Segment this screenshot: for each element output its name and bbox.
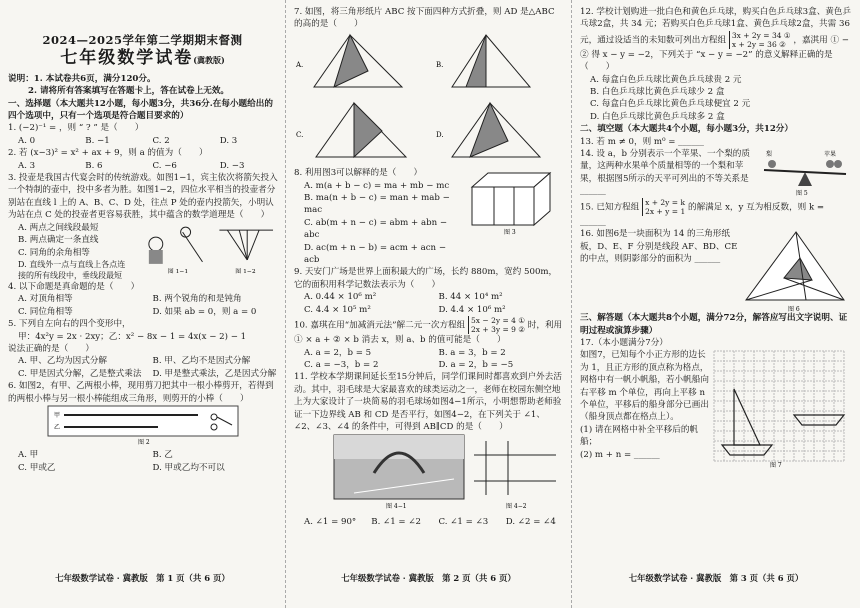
q8-stem: 8. 利用图3可以解释的是（ ） xyxy=(294,168,423,179)
pot-base-icon xyxy=(149,250,163,264)
segment-bp xyxy=(239,230,247,260)
exam-title: 七年级数学试卷(冀教版) xyxy=(60,48,225,69)
q7-figures xyxy=(294,31,564,163)
q7-fold-c xyxy=(354,103,382,157)
section-2-title: 二、填空题（本大题共4个小题，每小题3分，共12分） xyxy=(580,124,793,135)
q15-eq-2: 2x + y = 1 xyxy=(645,206,686,216)
q7-fold-a xyxy=(334,35,368,87)
q7-label-c: C. xyxy=(296,130,304,139)
stick-a-label: 甲 xyxy=(54,411,61,419)
q14-block xyxy=(580,148,852,198)
q12-option-b: B. 白色乒乓球比黄色乒乓球少 2 盒 xyxy=(590,87,725,98)
q9-option-c: C. 4.4 × 10⁵ m² xyxy=(304,304,371,315)
q6-options xyxy=(8,449,277,474)
q17-sub-1: (1) 请在网格中补全平移后的帆船； xyxy=(580,424,699,448)
q3-option-a: A. 两点之间线段最短 xyxy=(18,222,99,233)
q7-triangle-b xyxy=(452,35,530,87)
q11-option-c: C. ∠1 = ∠3 xyxy=(438,516,489,527)
q1-stem: 1. (−2)⁻¹ = ，则 “ ? ” 是（ ） xyxy=(8,123,144,134)
q10-option-d: D. a = 2，b = −5 xyxy=(438,359,514,370)
q16-stem: 16. 如图6是一块面积为 14 的三角形纸板，D、E、F 分别是线段 AF、BD、CE 的中点，则阴影部分的面积为 ______ xyxy=(580,229,738,264)
q8-block xyxy=(294,167,563,266)
q12-eq-2: x + 2y = 36 ② xyxy=(731,39,786,49)
q6-option-d: D. 甲或乙均不可以 xyxy=(152,462,225,473)
thrower-head-icon xyxy=(181,227,191,237)
q16-figure xyxy=(740,228,850,312)
q2-option-c: C. −6 xyxy=(152,160,177,171)
q7-label-b: B. xyxy=(436,60,444,69)
pot-icon xyxy=(149,237,163,251)
pear-label: 梨 xyxy=(766,151,773,159)
exam-header: 2024—2025学年第二学期期末督测 xyxy=(42,33,243,47)
q6-option-a: A. 甲 xyxy=(18,450,39,461)
q5-option-d: D. 甲是整式乘法，乙是因式分解 xyxy=(152,368,277,379)
q2-option-d: D. −3 xyxy=(219,160,245,171)
q3-figure xyxy=(128,222,277,274)
q9-options xyxy=(294,291,563,316)
q3-stem: 3. 投壶是我国古代宴会时的传统游戏。如图1−1，宾主依次将箭矢投入一个特制的壶中，投中多者为胜。如图1−2，四位水平相当的投壶者分别站在直线 l 上的 A、B、C、D 处，往点 P 处的壶内投箭矢，小明认为站在点 C 处的投壶者更容易获胜，其中蕴含的数学道理是（ ） xyxy=(8,173,278,221)
q8-figure xyxy=(464,167,560,235)
section-1-title: 一、选择题（本大题共12小题，每小题3分，共36分.在每小题给出的四个选项中，只有一个选项是符合题目要求的） xyxy=(8,98,273,122)
q9-option-b: B. 44 × 10⁴ m² xyxy=(438,292,503,303)
q4-options xyxy=(8,293,277,318)
thrower-figure xyxy=(183,232,203,262)
q4-option-b: B. 两个锐角的和是钝角 xyxy=(152,294,242,305)
q3-option-c: C. 同角的余角相等 xyxy=(18,247,90,258)
q1-option-d: D. 3 xyxy=(219,135,238,146)
q16-block xyxy=(580,228,852,312)
q7-label-a: A. xyxy=(296,60,304,69)
pear-icon xyxy=(768,160,776,168)
q17-figure xyxy=(710,349,850,469)
q5-stem: 5. 下列自左向右的四个变形中， xyxy=(8,319,131,330)
q5-option-a: A. 甲、乙均为因式分解 xyxy=(18,356,108,367)
q17-block xyxy=(580,349,852,469)
q5-options xyxy=(8,355,277,380)
apple-icon-2 xyxy=(834,160,842,168)
segment-dp xyxy=(247,230,259,260)
stick-b-label: 乙 xyxy=(54,423,61,431)
q7-fold-d xyxy=(470,103,508,157)
q15-system xyxy=(642,198,685,216)
page-1-footer: 七年级数学试卷 · 冀教版 第 1 页（共 6 页） xyxy=(55,572,230,583)
q12-option-c: C. 每盒白色乒乓球比黄色乒乓球便宜 2 元 xyxy=(590,99,751,110)
q12-stem: 12. 学校计划购进一批白色和黄色乒乓球，购买白色乒乓球3盒、黄色乒乓球2盒，共 34 元；若购买白色乒乓球1盒、黄色乒乓球2盒，共需 36 元，通过设适当的未知数可列出方程组 3x + 2y = 34 ① x + 2y = 36 ② ，嘉淇用 ① − ② 得 x − y = −2，下列关于 “x − y = −2” 的意义解释正确的是（ ） xyxy=(580,7,852,73)
q15-eq-1: x + 2y = k xyxy=(645,197,685,207)
q8-option-b: B. ma(n + b − c) = man + mab − mac xyxy=(304,193,450,216)
q8-option-a: A. m(a + b − c) = ma + mb − mc xyxy=(304,180,450,191)
q13-stem: 13. 若 m ≠ 0，则 m⁰ = ______ xyxy=(580,136,704,147)
q9-stem: 9. 天安门广场是世界上面积最大的广场，长约 880m，宽约 500m，它的面积用科学记数法表示为（ ） xyxy=(294,267,558,290)
page-3-footer: 七年级数学试卷 · 冀教版 第 3 页（共 6 页） xyxy=(628,572,804,583)
q12-option-d: D. 白色乒乓球比黄色乒乓球多 2 盒 xyxy=(590,111,725,122)
q4-option-c: C. 同位角相等 xyxy=(18,306,73,317)
q17-stem: 17.（本小题满分7分） xyxy=(580,337,668,348)
q8-option-d: D. ac(m + n − b) = acm + acn − acb xyxy=(304,242,447,266)
fig-1-1-label: 图 1−1 xyxy=(167,267,189,274)
q10-system xyxy=(468,316,525,334)
q7-stem: 7. 如图，将三角形纸片 ABC 按下面四种方式折叠，则 AD 是△ABC 的高的是（ ） xyxy=(294,7,555,30)
edition-label: (冀教版) xyxy=(193,55,225,66)
balance-pivot-icon xyxy=(798,172,812,186)
q4-stem: 4. 以下命题是真命题的是（ ） xyxy=(8,281,140,292)
q10-option-a: A. a = 2，b = 5 xyxy=(304,347,372,358)
q2-option-b: B. 6 xyxy=(85,160,103,171)
fig-6-label: 图 6 xyxy=(788,306,800,313)
q4-option-a: A. 对顶角相等 xyxy=(18,294,73,305)
fig-7-label: 图 7 xyxy=(770,462,782,470)
fig-3-label: 图 3 xyxy=(504,229,516,236)
apple-label: 苹果 xyxy=(824,151,837,159)
q1-option-b: B. −1 xyxy=(85,135,110,146)
section-3-title: 三、解答题（本大题共8个小题，满分72分，解答应写出文字说明、证明过程或演算步骤） xyxy=(580,313,848,336)
q10-eq-1: 5x − 2y = 4 ① xyxy=(471,316,526,326)
q9-option-d: D. 4.4 × 10⁶ m² xyxy=(438,304,506,315)
q10-option-b: B. a = 3，b = 2 xyxy=(438,347,506,358)
cuboid-front xyxy=(472,187,534,225)
q10-stem: 10. 嘉琪在用“加减消元法”解二元一次方程组 5x − 2y = 4 ① 2x + 3y = 9 ② 时，利用① × a + ② × b 消去 x，则 a、b 的值可能是（ ） xyxy=(294,316,563,346)
q1-options xyxy=(8,135,277,147)
q11-stem: 11. 学校本学期课间延长至15分钟后，同学们课间时都喜欢到户外去活动。其中，羽毛球是大家最喜欢的球类运动之一，老师在校园东侧空地上为大家设计了一块简易的羽毛球场如图4−1所示，小明想帮助老师验证一下边界线 AB 和 CD 是否平行，如图4−2，在下列关于 ∠1、∠2、∠3、∠4 的条件中，可得到 AB∥CD 的是（ ） xyxy=(294,372,562,432)
q17-body: 如图7，已知每个小正方形的边长为 1，且正方形的顶点称为格点，网格中有一帆小帆船，若小帆船向右平移 m 个单位，再向上平移 n 个单位，平移后的船身部分已画出（船身顶点都在格点上）。 xyxy=(580,350,709,423)
q6-option-c: C. 甲或乙 xyxy=(18,462,56,473)
q11-option-b: B. ∠1 = ∠2 xyxy=(371,516,422,527)
apple-icon-1 xyxy=(826,160,834,168)
q5-item-2: 说法正确的是（ ） xyxy=(8,343,94,354)
q11-option-a: A. ∠1 = 90° xyxy=(304,516,357,527)
q11-option-d: D. ∠2 = ∠4 xyxy=(505,516,556,527)
q12-option-a: A. 每盒白色乒乓球比黄色乒乓球贵 2 元 xyxy=(590,74,742,85)
page-2-footer: 七年级数学试卷 · 冀教版 第 2 页（共 6 页） xyxy=(341,572,516,583)
q3-options-and-figure xyxy=(8,222,277,281)
q1-option-a: A. 0 xyxy=(18,135,36,146)
q3-option-b: B. 两点确定一条直线 xyxy=(18,235,99,246)
q4-option-d: D. 如果 ab = 0，则 a = 0 xyxy=(152,306,257,317)
sailboat-sail xyxy=(734,389,760,445)
q6-figure xyxy=(8,405,278,445)
q10-eq-2: 2x + 3y = 9 ② xyxy=(471,325,526,335)
fig-2-frame xyxy=(48,406,238,436)
q1-option-c: C. 2 xyxy=(152,135,170,146)
translated-hull xyxy=(794,415,844,425)
q12-system xyxy=(729,31,791,49)
q2-options xyxy=(8,160,277,172)
fig-4-1-label: 图 4−1 xyxy=(386,503,407,511)
q3-block xyxy=(8,172,277,222)
court-photo-sky xyxy=(334,435,464,459)
q6-option-b: B. 乙 xyxy=(152,450,173,461)
q14-stem: 14. 设 a，b 分别表示一个苹果、一个梨的质量，这两种水果单个质量相等的一个梨和苹果，根据图5所示的天平可列出的不等关系是 ______ xyxy=(580,149,750,197)
q9-option-a: A. 0.44 × 10⁶ m² xyxy=(304,292,377,303)
q6-stem: 6. 如图2，有甲、乙两根小棒，现用剪刀把其中一根小棒剪开，若得到的两根小棒与另一根小棒能组成三角形，则剪开的小棒（ ） xyxy=(8,381,274,404)
q17-sub-2: (2) m + n = ______ xyxy=(580,449,660,460)
fig-1-2-label: 图 1−2 xyxy=(235,267,256,274)
q8-option-c: C. ab(m + n − c) = abm + abn − abc xyxy=(304,217,448,241)
page-2 xyxy=(286,0,572,608)
q14-figure xyxy=(760,148,850,196)
page-3 xyxy=(572,0,860,608)
q10-option-c: C. a = −3，b = 2 xyxy=(304,359,379,370)
q10-options xyxy=(294,347,563,372)
q11-options xyxy=(294,516,563,528)
q12-eq-1: 3x + 2y = 34 ① xyxy=(731,30,791,40)
fig-5-label: 图 5 xyxy=(796,190,808,197)
q3-option-d: D. 直线外一点与直线上各点连接的所有线段中，垂线段最短 xyxy=(18,259,126,280)
note-1: 说明：1. 本试卷共6页，满分120分。 xyxy=(8,73,156,84)
segment-ap xyxy=(227,230,247,260)
q15-stem: 15. 已知方程组 x + 2y = k 2x + y = 1 的解满足 x，y 互为相反数，则 k = ______ xyxy=(580,197,825,227)
fig-4-2-label: 图 4−2 xyxy=(506,503,527,511)
q5-option-b: B. 甲、乙均不是因式分解 xyxy=(152,356,251,367)
q2-option-a: A. 3 xyxy=(18,160,36,171)
note-2: 2. 请将所有答案填写在答题卡上，答在试卷上无效。 xyxy=(28,86,230,97)
q11-figures xyxy=(294,433,564,511)
fig-2-label: 图 2 xyxy=(138,438,150,445)
q5-item-1: 甲：4x²y = 2x · 2xy；乙：x² − 8x − 1 = 4x(x − 2) − 1 xyxy=(18,331,247,342)
q7-label-d: D. xyxy=(436,130,444,139)
q5-option-c: C. 甲是因式分解，乙是整式乘法 xyxy=(18,368,142,379)
q2-stem: 2. 若 (x−3)² = x² + ax + 9，则 a 的值为（ ） xyxy=(8,148,208,159)
page-1 xyxy=(0,0,286,608)
